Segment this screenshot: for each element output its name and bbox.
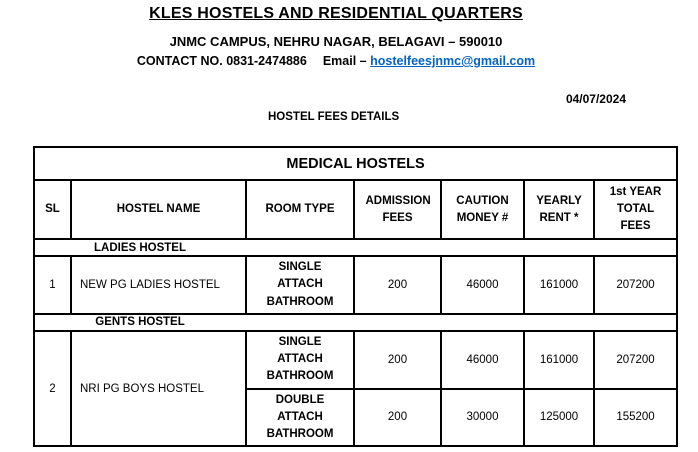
cell-yearly-rent: 125000 <box>524 389 594 447</box>
email-link[interactable]: hostelfeesjnmc@gmail.com <box>370 54 536 68</box>
col-header-total-fees-label: 1st YEAR TOTAL FEES <box>609 186 662 232</box>
col-header-caution-money-label: CAUTION MONEY # <box>456 194 509 224</box>
date-text: 04/07/2024 <box>565 92 626 106</box>
cell-sl: 1 <box>34 256 71 314</box>
table-row <box>34 256 677 314</box>
section-label-ladies: LADIES HOSTEL <box>93 241 186 254</box>
col-header-sl: SL <box>34 180 71 239</box>
cell-admission-fees: 200 <box>354 389 441 447</box>
col-header-admission-fees <box>354 180 441 239</box>
section-row-ladies <box>34 239 677 256</box>
col-header-room-type: ROOM TYPE <box>246 180 354 239</box>
table-title: MEDICAL HOSTELS <box>34 147 677 180</box>
room-type-label: SINGLE ATTACH BATHROOM <box>266 335 334 383</box>
cell-yearly-rent: 161000 <box>524 256 594 314</box>
table-title-row <box>34 147 677 180</box>
fees-details-heading: HOSTEL FEES DETAILS <box>268 111 400 123</box>
contact-number: CONTACT NO. 0831-2474886 <box>136 54 307 68</box>
cell-room-type <box>246 331 354 389</box>
col-header-hostel-name: HOSTEL NAME <box>71 180 246 239</box>
cell-caution-money: 46000 <box>441 256 524 314</box>
section-cell-ladies <box>34 239 677 256</box>
cell-total-fees: 207200 <box>594 331 677 389</box>
doc-subtitle: JNMC CAMPUS, NEHRU NAGAR, BELAGAVI – 590010 <box>169 34 503 49</box>
col-header-admission-fees-label: ADMISSION FEES <box>365 194 431 224</box>
doc-title: KLES HOSTELS AND RESIDENTIAL QUARTERS <box>149 5 523 22</box>
fees-table <box>33 146 678 447</box>
cell-hostel-name: NEW PG LADIES HOSTEL <box>71 256 246 314</box>
table-row <box>34 331 677 389</box>
section-label-gents: GENTS HOSTEL <box>95 316 185 329</box>
section-cell-gents <box>34 314 677 331</box>
cell-room-type <box>246 256 354 314</box>
cell-yearly-rent: 161000 <box>524 331 594 389</box>
cell-room-type <box>246 389 354 447</box>
room-type-label: DOUBLE ATTACH BATHROOM <box>266 393 334 440</box>
cell-sl: 2 <box>34 331 71 447</box>
cell-total-fees: 207200 <box>594 256 677 314</box>
col-header-yearly-rent <box>524 180 594 239</box>
cell-admission-fees: 200 <box>354 256 441 314</box>
col-header-yearly-rent-label: YEARLY RENT * <box>536 194 582 224</box>
cell-caution-money: 46000 <box>441 331 524 389</box>
col-header-total-fees <box>594 180 677 239</box>
contact-line <box>0 54 672 68</box>
section-row-gents <box>34 314 677 331</box>
room-type-label: SINGLE ATTACH BATHROOM <box>266 261 334 308</box>
cell-caution-money: 30000 <box>441 389 524 447</box>
col-header-caution-money <box>441 180 524 239</box>
cell-admission-fees: 200 <box>354 331 441 389</box>
email-label: Email – <box>322 54 367 68</box>
cell-total-fees: 155200 <box>594 389 677 447</box>
cell-hostel-name: NRI PG BOYS HOSTEL <box>71 331 246 447</box>
table-header-row <box>34 180 677 239</box>
